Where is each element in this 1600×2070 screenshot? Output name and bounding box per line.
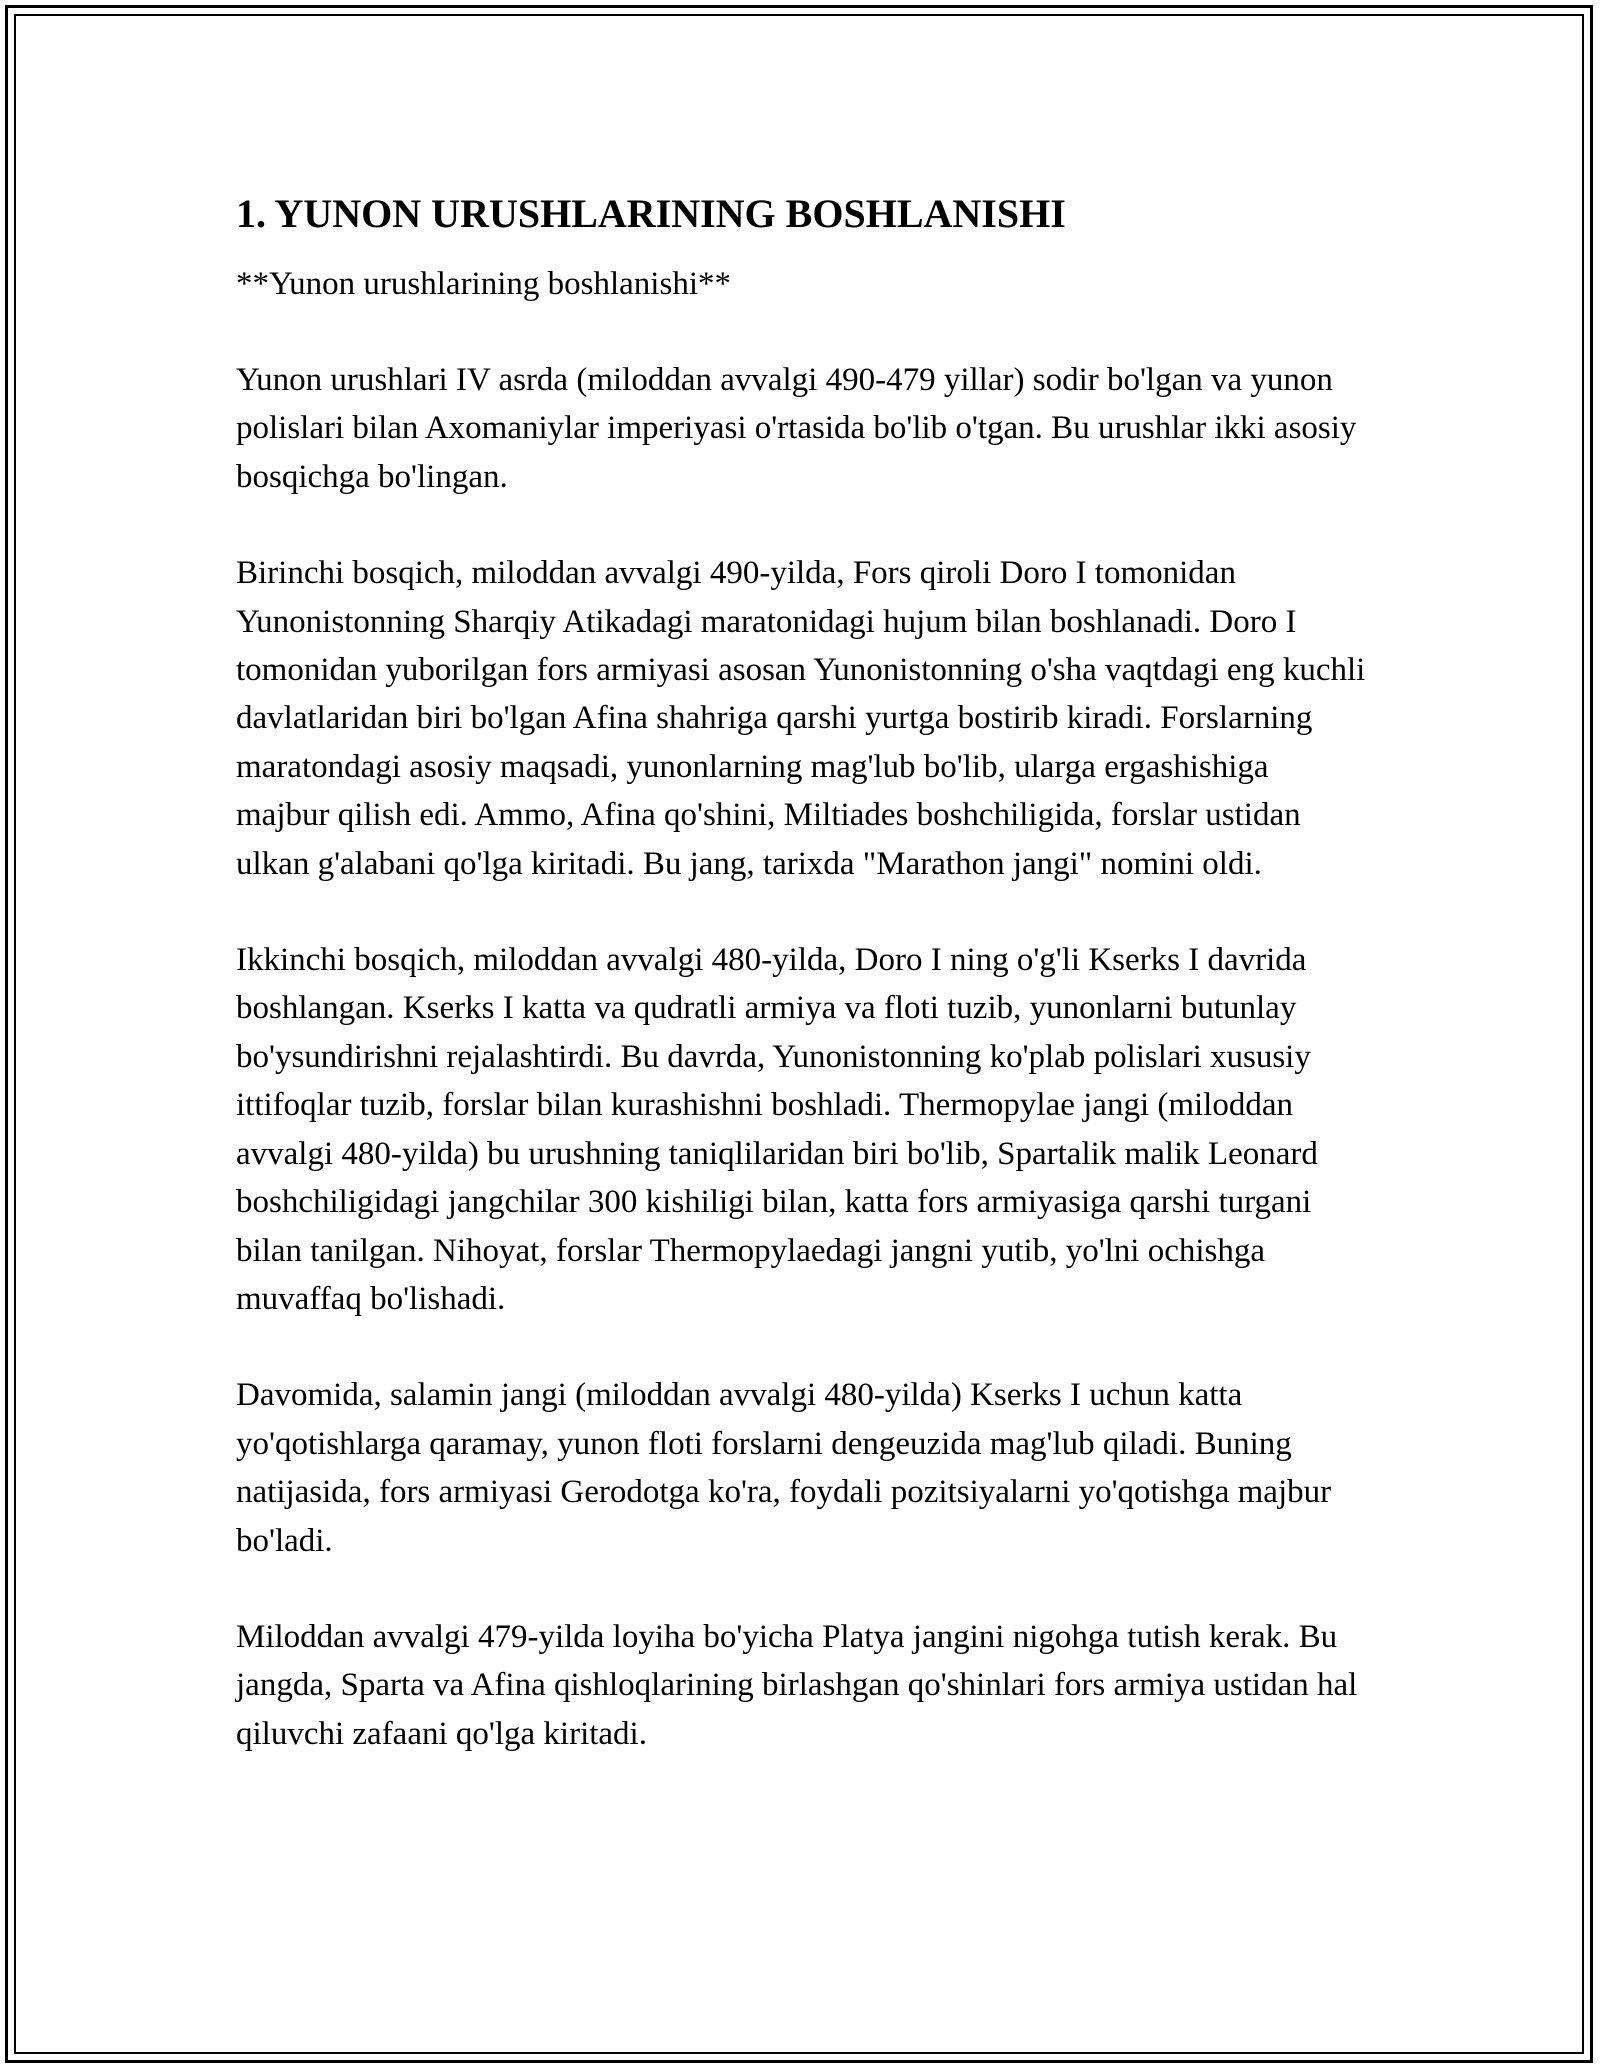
paragraph-4: Davomida, salamin jangi (miloddan avvalgi 480-yilda) Kserks I uchun katta yo'qotishlarga qaramay, yunon floti forslarni dengeuzida mag'lub qiladi. Buning natijasida, fors armiyasi Gerodotga ko'ra, foydali pozitsiyalarni yo'qotishga majbur bo'ladi. — [236, 1377, 1332, 1559]
paragraph-2: Birinchi bosqich, miloddan avvalgi 490-yilda, Fors qiroli Doro I tomonidan Yunonistonning Sharqiy Atikadagi maratonidagi hujum bilan boshlanadi. Doro I tomonidan yuborilgan fors armiyasi asosan Yunonistonning o'sha vaqtdagi eng kuchli davlatlaridan biri bo'lgan Afina shahriga qarshi yurtga bostirib kiradi. Forslarning maratondagi asosiy maqsadi, yunonlarning mag'lub bo'lib, ularga ergashishiga majbur qilish edi. Ammo, Afina qo'shini, Miltiades boshchiligida, forslar ustidan ulkan g'alabani qo'lga kiritadi. Bu jang, tarixda "Marathon jangi" nomini oldi. — [236, 555, 1366, 882]
document-body — [236, 188, 1366, 1806]
paragraph-5: Miloddan avvalgi 479-yilda loyiha bo'yicha Platya jangini nigohga tutish kerak. Bu jangda, Sparta va Afina qishloqlarining birlashgan qo'shinlari fors armiya ustidan hal qiluvchi zafaani qo'lga kiritadi. — [236, 1618, 1358, 1752]
document-subtitle: **Yunon urushlarining boshlanishi** — [236, 266, 731, 302]
paragraph-1: Yunon urushlari IV asrda (miloddan avvalgi 490-479 yillar) sodir bo'lgan va yunon polislari bilan Axomaniylar imperiyasi o'rtasida bo'lib o'tgan. Bu urushlar ikki asosiy bosqichga bo'lingan. — [236, 362, 1357, 495]
paragraph-3: Ikkinchi bosqich, miloddan avvalgi 480-yilda, Doro I ning o'g'li Kserks I davrida boshlangan. Kserks I katta va qudratli armiya va floti tuzib, yunonlarni butunlay bo'ysundirishni rejalashtirdi. Bu davrda, Yunonistonning ko'plab polislari xususiy ittifoqlar tuzib, forslar bilan kurashishni boshladi. Thermopylae jangi (miloddan avvalgi 480-yilda) bu urushning taniqlilaridan biri bo'lib, Spartalik malik Leonard boshchiligidagi jangchilar 300 kishiligi bilan, katta fors armiyasiga qarshi turgani bilan tanilgan. Nihoyat, forslar Thermopylaedagi jangni yutib, yo'lni ochishga muvaffaq bo'lishadi. — [236, 942, 1318, 1317]
document-title: 1. YUNON URUSHLARINING BOSHLANISHI — [236, 191, 1066, 236]
